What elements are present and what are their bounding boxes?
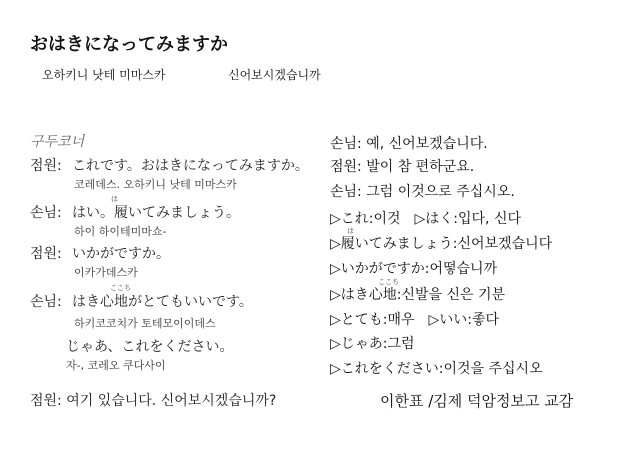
vocab-item: ▷これをください:이것을 주십시오 (330, 361, 543, 377)
ruby-text: ここち (378, 278, 399, 286)
dialogue-speaker: 손님: (30, 205, 62, 221)
dialogue-reading: 자-, 코레오 쿠다사이 (66, 359, 166, 372)
dialogue-speaker: 손님: (30, 294, 62, 310)
dialogue-speaker: 점원: (30, 158, 62, 174)
dialogue-line: はい。履いてみましょう。 (72, 205, 240, 221)
dialogue-line: はき心地がとてもいいです。 (72, 294, 253, 310)
dialogue-line: じゃあ、これをください。 (66, 339, 234, 355)
title-reading: 오하키니 낫테 미마스카 (42, 68, 166, 82)
dialogue-speaker: 점원: (30, 246, 62, 262)
dialogue-line: これです。おはきになってみますか。 (72, 158, 309, 174)
page-title: おはきになってみますか (30, 34, 228, 55)
dialogue-reading: 하키코코치가 토테모이이데스 (74, 317, 216, 330)
dialogue-reading: 코레데스. 오하키니 낫테 미마스카 (74, 178, 237, 191)
vocab-item: ▷これ:이것 ▷はく:입다, 신다 (330, 211, 522, 227)
title-translation: 신어보시겠습니까 (228, 68, 321, 82)
vocab-item: ▷とても:매우 ▷いい:좋다 (330, 312, 500, 328)
bottom-dialogue-line: 점원: 여기 있습니다. 신어보시겠습니까? (30, 393, 277, 409)
right-dialogue-line: 손님: 예, 신어보겠습니다. (330, 136, 488, 152)
author-credit: 이한표 /김제 덕암정보고 교감 (380, 392, 574, 410)
right-dialogue-line: 점원: 발이 참 편하군요. (330, 159, 475, 175)
vocab-item: ▷履いてみましょう:신어보겠습니다 (330, 236, 553, 252)
dialogue-reading: 하이 하이테미마쇼- (74, 225, 167, 238)
vocab-item: ▷いかがですか:어떻습니까 (330, 261, 498, 277)
ruby-text: は (111, 195, 118, 203)
right-dialogue-line: 손님: 그럼 이것으로 주십시오. (330, 184, 515, 200)
vocab-item: ▷じゃあ:그럼 (330, 336, 415, 352)
dialogue-line: いかがですか。 (72, 246, 170, 262)
dialogue-reading: 이카가데스카 (74, 266, 138, 279)
ruby-text: ここち (110, 284, 131, 292)
section-heading: 구두코너 (30, 134, 85, 150)
vocab-item: ▷はき心地:신발을 신은 기분 (330, 287, 506, 303)
ruby-text: は (347, 227, 354, 235)
